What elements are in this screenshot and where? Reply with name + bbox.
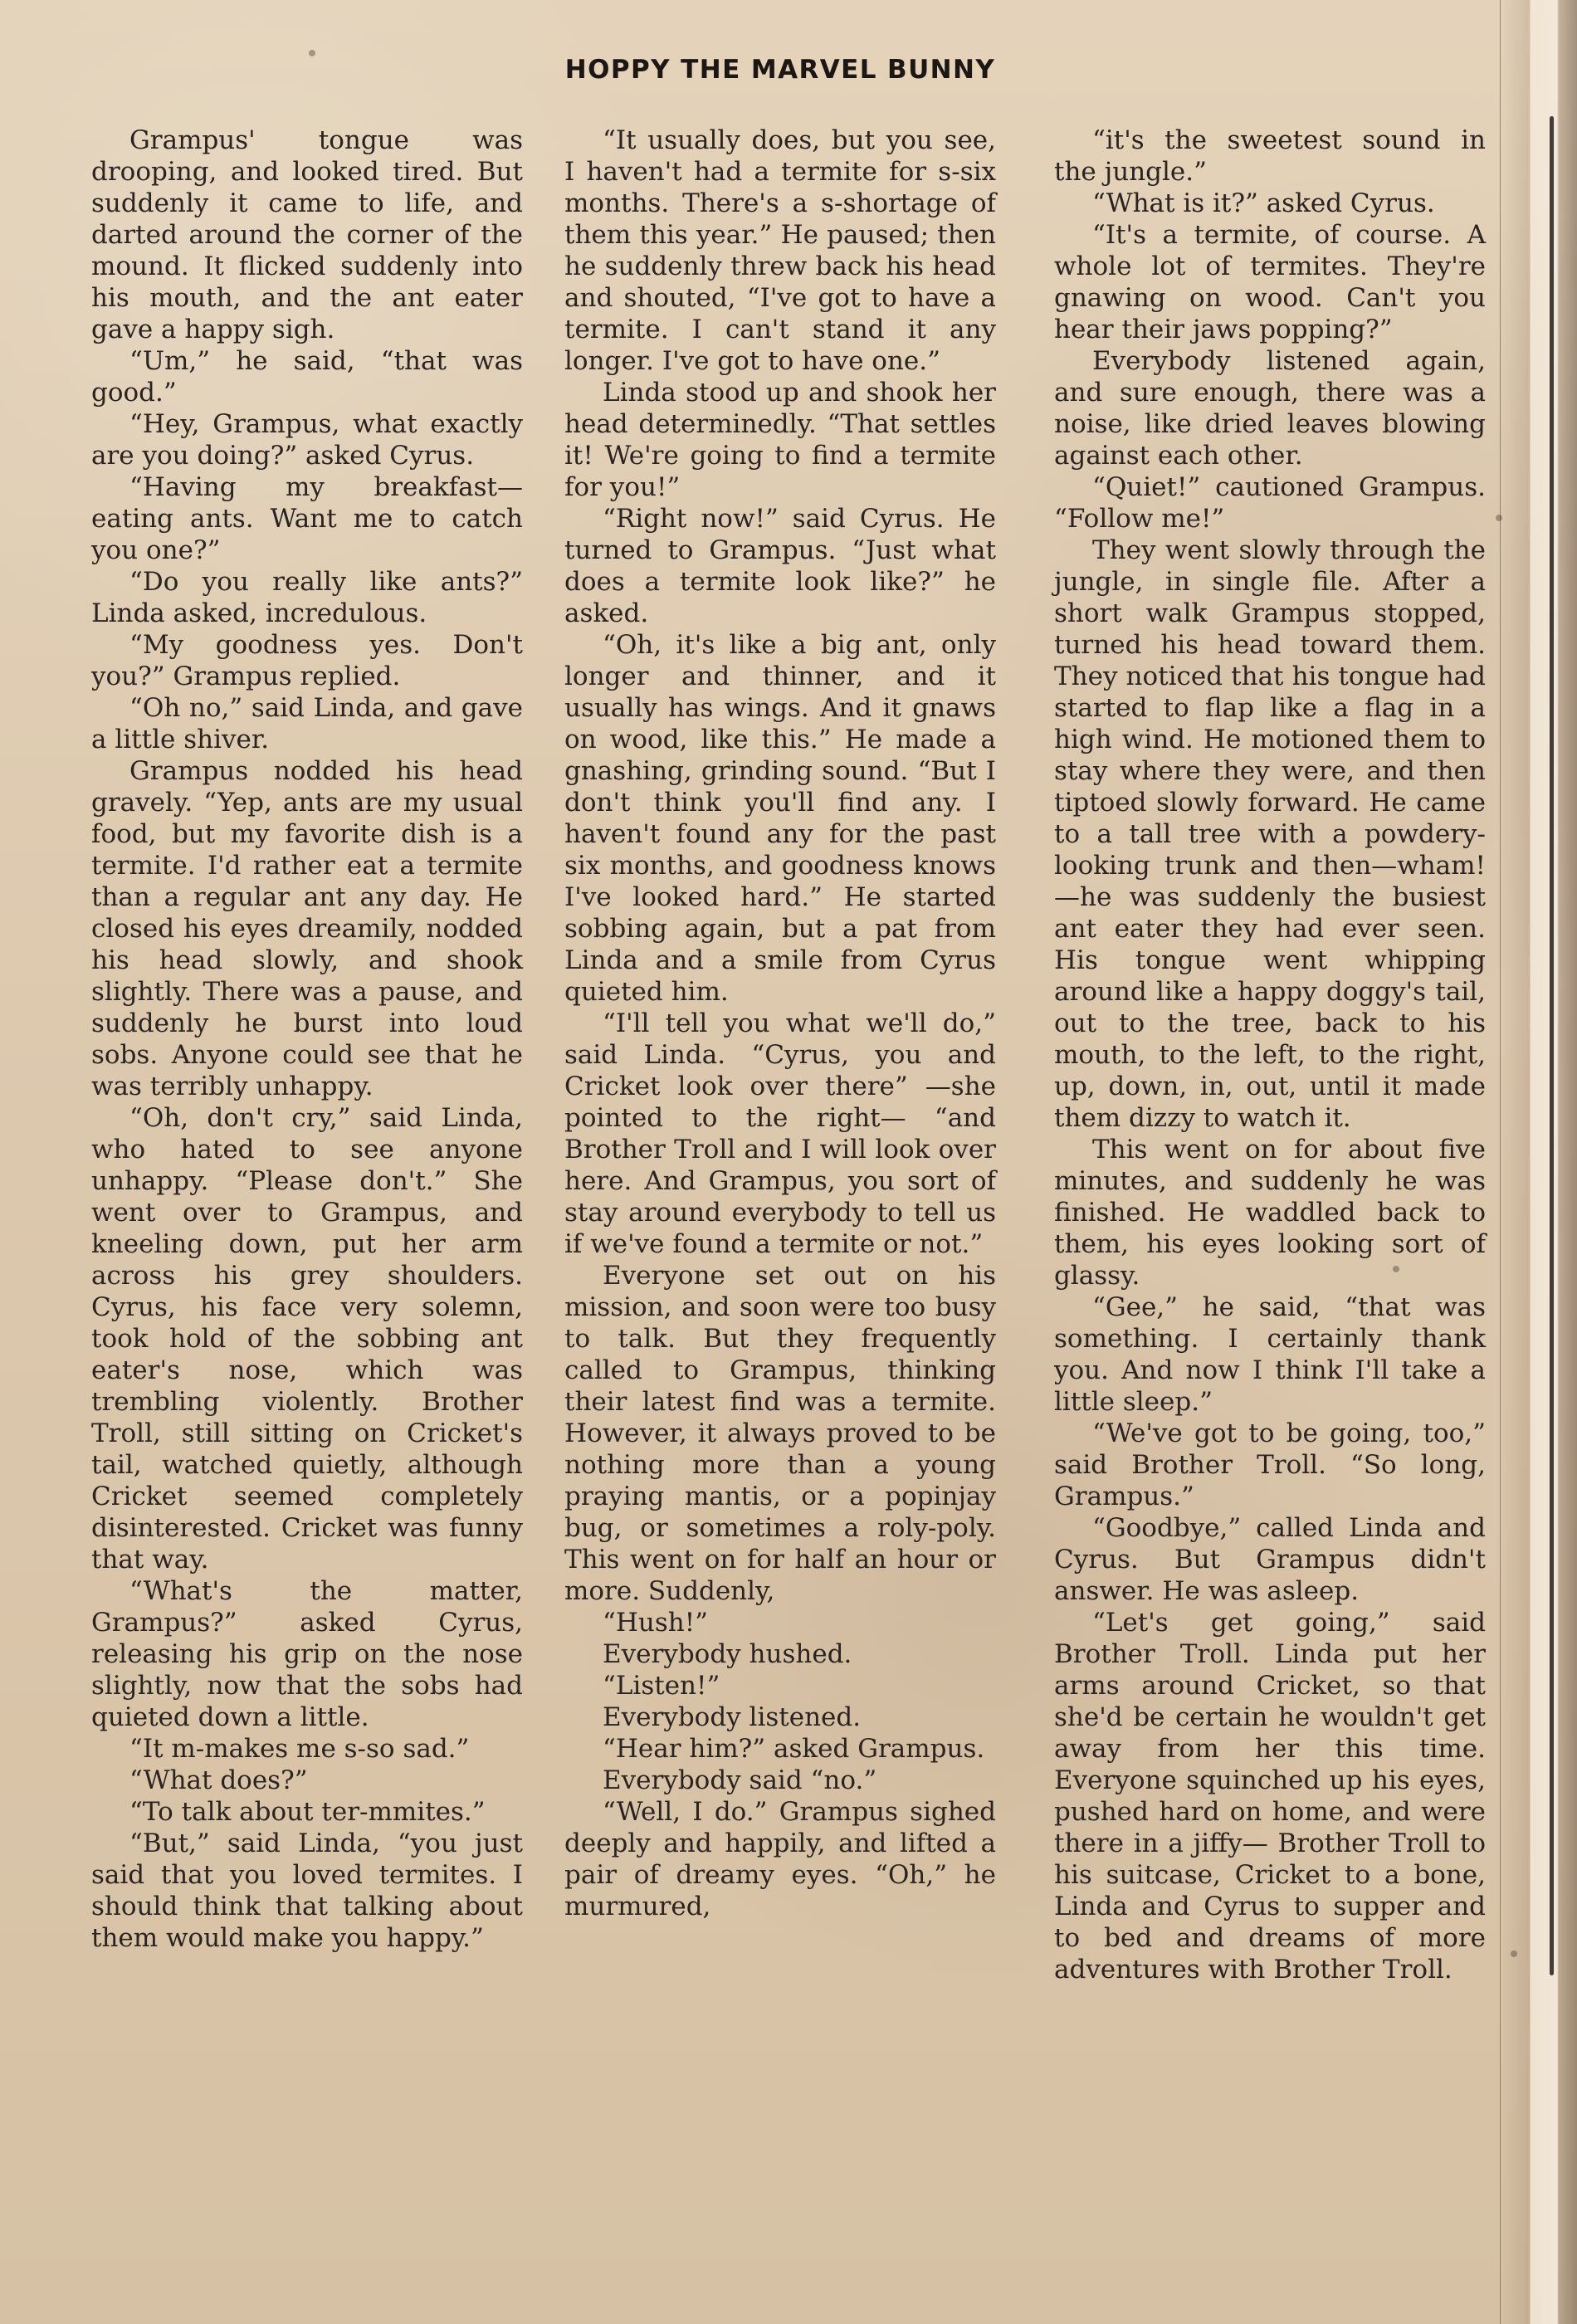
story-paragraph: “Let's get going,” said Brother Troll. Linda put her arms around Cricket, so that she'd be certain he wouldn't get away from her this time. Everyone squinched up his eyes, pushed hard on home, and were there in a jiffy— Brother Troll to his suitcase, Cricket to a bone, Linda and Cyrus to supper and to bed and dreams of more adventures with Brother Troll. [1054,1608,1486,1985]
story-paragraph: “Goodbye,” called Linda and Cyrus. But Grampus didn't answer. He was asleep. [1054,1513,1486,1606]
story-paragraph: “My goodness yes. Don't you?” Grampus replied. [91,630,523,691]
paper-speckle [1511,1950,1517,1957]
story-paragraph: “We've got to be going, too,” said Brother Troll. “So long, Grampus.” [1054,1418,1486,1511]
story-paragraph: “Hey, Grampus, what exactly are you doing?” asked Cyrus. [91,409,523,471]
story-paragraph: Everybody listened. [603,1702,862,1732]
story-paragraph: Everybody listened again, and sure enough, there was a noise, like dried leaves blowing against each other. [1054,346,1486,471]
text-column-1 [91,124,523,1954]
story-paragraph: “Hear him?” asked Grampus. [603,1734,985,1764]
story-paragraph: “But,” said Linda, “you just said that you loved termites. I should think that talking about them would make you happy.” [91,1828,523,1953]
story-paragraph: “Gee,” he said, “that was something. I certainly thank you. And now I think I'll take a little sleep.” [1054,1292,1486,1417]
page-header: HOPPY THE MARVEL BUNNY [564,55,996,85]
story-paragraph: “it's the sweetest sound in the jungle.” [1054,125,1486,187]
story-paragraph: “Do you really like ants?” Linda asked, incredulous. [91,567,523,628]
story-paragraph: “Quiet!” cautioned Grampus. “Follow me!” [1054,472,1486,534]
story-paragraph: “I'll tell you what we'll do,” said Linda. “Cyrus, you and Cricket look over there” —she pointed to the right— “and Brother Troll and I will look over here. And Grampus, you sort of stay around everybody to tell us if we've found a termite or not.” [564,1008,996,1259]
story-paragraph: “What's the matter, Grampus?” asked Cyrus, releasing his grip on the nose slightly, now that the sobs had quieted down a little. [91,1576,523,1732]
story-paragraph: They went slowly through the jungle, in single file. After a short walk Grampus stopped, turned his head toward them. They noticed that his tongue had started to flap like a flag in a high wind. He motioned them to stay where they were, and then tiptoed slowly forward. He came to a tall tree with a powdery-looking trunk and then—wham!—he was suddenly the busiest ant eater they had ever seen. His tongue went whipping around like a happy doggy's tail, out to the tree, back to his mouth, to the left, to the right, up, down, in, out, until it made them dizzy to watch it. [1054,535,1486,1133]
story-paragraph: “What does?” [129,1765,308,1795]
story-paragraph: Everybody said “no.” [603,1765,877,1795]
story-paragraph: “Oh, it's like a big ant, only longer and thinner, and it usually has wings. And it gnaws on wood, like this.” He made a gnashing, grinding sound. “But I don't think you'll find any. I haven't found any for the past six months, and goodness knows I've looked hard.” He started sobbing again, but a pat from Linda and a smile from Cyrus quieted him. [564,630,996,1007]
story-paragraph: “It usually does, but you see, I haven't had a termite for s-six months. There's a s-shortage of them this year.” He paused; then he suddenly threw back his head and shouted, “I've got to have a termite. I can't stand it any longer. I've got to have one.” [564,125,996,376]
story-paragraph: “Um,” he said, “that was good.” [91,346,523,408]
story-paragraph: “Having my breakfast— eating ants. Want me to catch you one?” [91,472,523,565]
text-column-3 [1054,124,1486,1985]
story-paragraph: “It m-makes me s-so sad.” [129,1734,470,1764]
story-paragraph: “Hush!” [603,1608,709,1638]
story-paragraph: “Well, I do.” Grampus sighed deeply and happily, and lifted a pair of dreamy eyes. “Oh,” he murmured, [564,1797,996,1921]
story-paragraph: Everybody hushed. [603,1639,852,1669]
paper-speckle [1496,515,1502,521]
page-edge-line [1550,116,1554,1975]
story-paragraph: “Right now!” said Cyrus. He turned to Grampus. “Just what does a termite look like?” he asked. [564,504,996,628]
story-paragraph: This went on for about five minutes, and suddenly he was finished. He waddled back to them, his eyes looking sort of glassy. [1054,1135,1486,1291]
paper-speckle [309,50,315,56]
story-paragraph: “Oh, don't cry,” said Linda, who hated to see anyone unhappy. “Please don't.” She went over to Grampus, and kneeling down, put her arm across his grey shoulders. Cyrus, his face very solemn, took hold of the sobbing ant eater's nose, which was trembling violently. Brother Troll, still sitting on Cricket's tail, watched quietly, although Cricket seemed completely disinterested. Cricket was funny that way. [91,1103,523,1575]
story-paragraph: Everyone set out on his mission, and soon were too busy to talk. But they frequently called to Grampus, thinking their latest find was a termite. However, it always proved to be nothing more than a young praying mantis, or a popinjay bug, or sometimes a roly-poly. This went on for half an hour or more. Suddenly, [564,1261,996,1606]
story-paragraph: “To talk about ter-mmites.” [129,1797,486,1827]
story-paragraph: “It's a termite, of course. A whole lot of termites. They're gnawing on wood. Can't you hear their jaws popping?” [1054,220,1486,344]
story-paragraph: Grampus' tongue was drooping, and looked tired. But suddenly it came to life, and darted around the corner of the mound. It flicked suddenly into his mouth, and the ant eater gave a happy sigh. [91,125,523,344]
text-column-2 [564,124,996,1922]
story-paragraph: Grampus nodded his head gravely. “Yep, ants are my usual food, but my favorite dish is a termite. I'd rather eat a termite than a regular ant any day. He closed his eyes dreamily, nodded his head slowly, and shook slightly. There was a pause, and suddenly he burst into loud sobs. Anyone could see that he was terribly unhappy. [91,756,523,1101]
story-paragraph: “Listen!” [603,1671,720,1701]
story-paragraph: “What is it?” asked Cyrus. [1092,188,1435,218]
page-right-edge [1500,0,1577,2324]
story-paragraph: “Oh no,” said Linda, and gave a little shiver. [91,693,523,754]
story-paragraph: Linda stood up and shook her head determinedly. “That settles it! We're going to find a termite for you!” [564,378,996,502]
